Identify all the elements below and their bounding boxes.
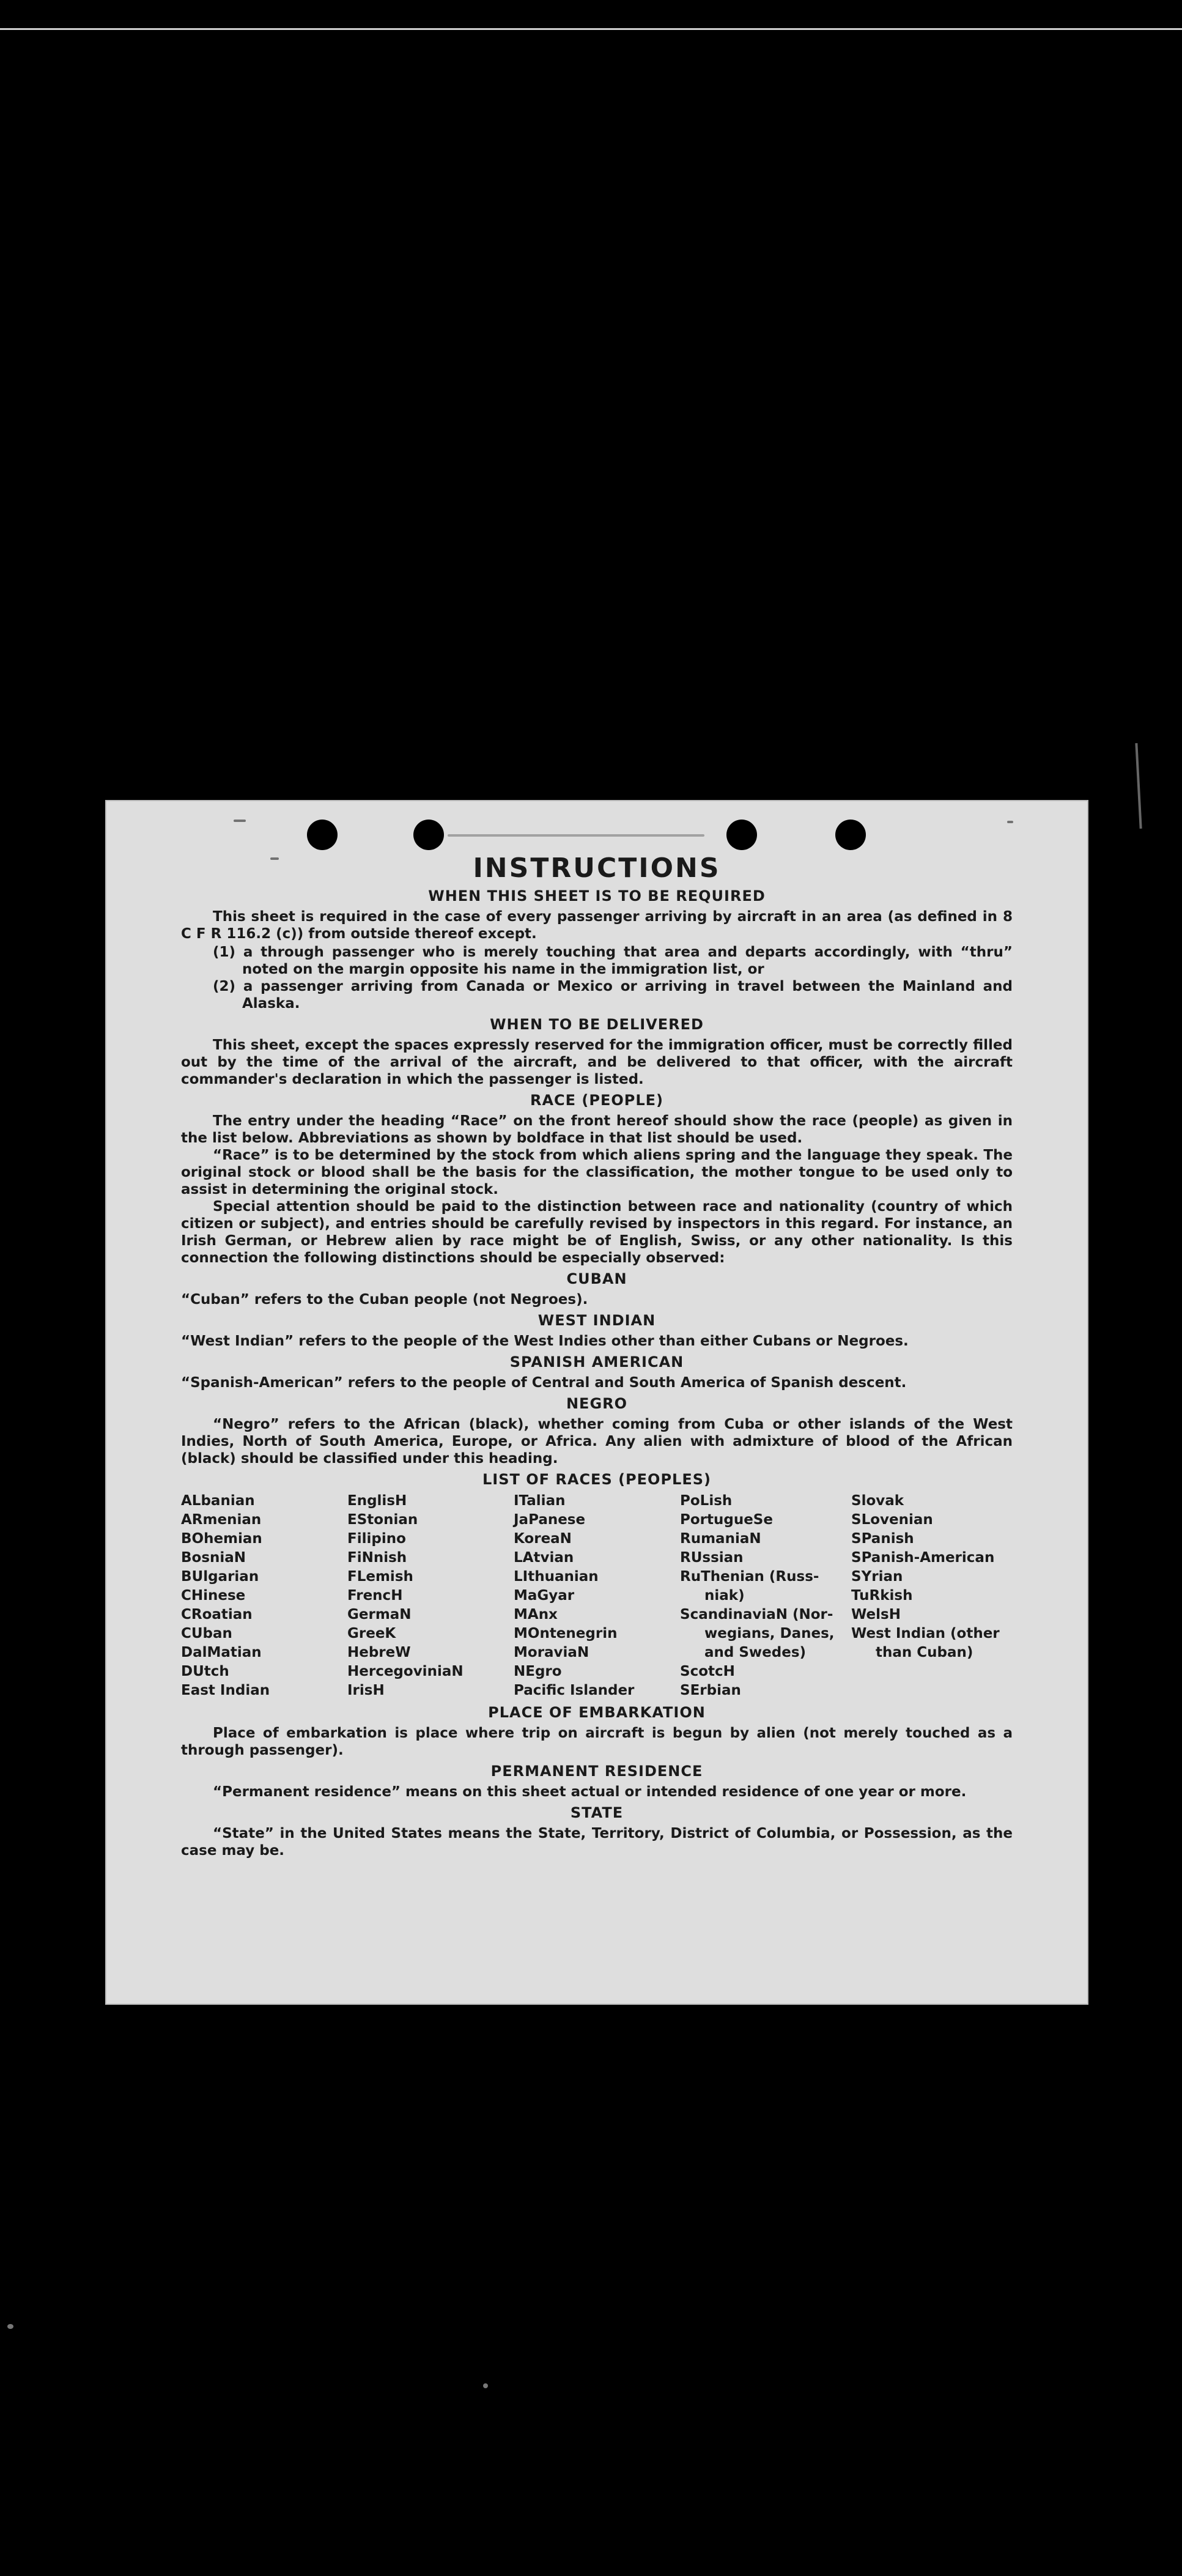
race-item: niak) [704, 1588, 745, 1604]
race-item: and Swedes) [704, 1645, 807, 1660]
west-indian-text: “West Indian” refers to the people of the West Indies other than either Cubans or Negroes. [181, 1333, 909, 1349]
race-item: East Indian [181, 1682, 270, 1698]
scanner-top-line [0, 28, 1182, 30]
race-item: ScandinaviaN (Nor- [680, 1607, 833, 1623]
race-item: West Indian (other [851, 1626, 1000, 1641]
heading-when-delivered: WHEN TO BE DELIVERED [490, 1016, 704, 1033]
heading-when-required: WHEN THIS SHEET IS TO BE REQUIRED [428, 887, 766, 905]
race-item: SErbian [680, 1682, 741, 1698]
permanent-residence-text: “Permanent residence” means on this sheet actual or intended residence of one year or more. [213, 1784, 967, 1800]
race-item: MAnx [514, 1607, 558, 1623]
embarkation-text: Place of embarkation is place where trip on aircraft is begun by alien (not merely touched as a through passenger). [181, 1725, 1013, 1758]
race-item: LAtvian [514, 1550, 574, 1566]
smudge [1007, 821, 1013, 823]
race-item: RuThenian (Russ- [680, 1569, 819, 1585]
race-item: FrencH [347, 1588, 403, 1604]
race-list [181, 1492, 1013, 1700]
exception-list [181, 944, 1013, 1012]
race-item: ITalian [514, 1493, 566, 1509]
scan-dust-mark [7, 2324, 13, 2329]
state-text: “State” in the United States means the State, Territory, District of Columbia, or Possession, as the case may be. [181, 1826, 1013, 1859]
heading-embarkation: PLACE OF EMBARKATION [488, 1704, 706, 1721]
race-item: CHinese [181, 1588, 246, 1604]
punch-hole [726, 820, 757, 850]
race-item: Slovak [851, 1493, 904, 1509]
race-item: KoreaN [514, 1531, 572, 1547]
race-item: BosniaN [181, 1550, 246, 1566]
race-item: TuRkish [851, 1588, 913, 1604]
race-item: SLovenian [851, 1512, 933, 1528]
exception-item: (2) a passenger arriving from Canada or Mexico or arriving in travel between the Mainland and Alaska. [213, 979, 1013, 1012]
race-item: than Cuban) [876, 1645, 973, 1660]
race-item: LIthuanian [514, 1569, 599, 1585]
race-item: PoLish [680, 1493, 733, 1509]
race-paragraph-2: “Race” is to be determined by the stock from which aliens spring and the language they speak. The original stock or blood shall be the basis for the classification, the mother tongue to be used only to assist in determining the original stock. [181, 1147, 1013, 1197]
race-item: FiNnish [347, 1550, 407, 1566]
race-column-1 [181, 1492, 347, 1700]
race-item: RumaniaN [680, 1531, 761, 1547]
scan-edge-mark [1135, 743, 1142, 829]
race-item: ALbanian [181, 1493, 255, 1509]
race-item: CUban [181, 1626, 232, 1641]
punch-hole [307, 820, 338, 850]
race-paragraph-3: Special attention should be paid to the distinction between race and nationality (country of which citizen or subject), and entries should be carefully revised by inspectors in this regard. For instance, an Irish German, or Hebrew alien by race might be of English, Swiss, or any other nationality. Is this connection the following distinctions should be especially observed: [181, 1199, 1013, 1266]
smudge [270, 857, 279, 860]
race-item: MaGyar [514, 1588, 575, 1604]
heading-state: STATE [570, 1804, 624, 1821]
punch-hole [413, 820, 444, 850]
race-item: ARmenian [181, 1512, 262, 1528]
page-title: INSTRUCTIONS [473, 853, 721, 884]
race-column-3 [514, 1492, 680, 1700]
when-delivered-text: This sheet, except the spaces expressly reserved for the immigration officer, must be correctly filled out by the time of the arrival of the aircraft, and be delivered to that officer, with the aircraft commander's declaration in which the passenger is listed. [181, 1037, 1013, 1087]
race-item: SYrian [851, 1569, 903, 1585]
race-item: EnglisH [347, 1493, 407, 1509]
heading-west-indian: WEST INDIAN [537, 1312, 656, 1329]
race-item: DalMatian [181, 1645, 262, 1660]
race-item: PortugueSe [680, 1512, 773, 1528]
race-item: HercegoviniaN [347, 1664, 464, 1679]
exception-item: (1) a through passenger who is merely touching that area and departs accordingly, with “thru” noted on the margin opposite his name in the immigration list, or [213, 944, 1013, 977]
race-item: RUssian [680, 1550, 744, 1566]
race-item: IrisH [347, 1682, 385, 1698]
heading-list-of-races: LIST OF RACES (PEOPLES) [482, 1471, 711, 1488]
race-column-5 [851, 1492, 1010, 1700]
race-item: GreeK [347, 1626, 396, 1641]
punch-hole [835, 820, 866, 850]
spanish-american-text: “Spanish-American” refers to the people of Central and South America of Spanish descent. [181, 1375, 907, 1391]
cuban-text: “Cuban” refers to the Cuban people (not Negroes). [181, 1292, 588, 1308]
race-item: FLemish [347, 1569, 413, 1585]
heading-negro: NEGRO [566, 1395, 628, 1412]
race-item: SPanish [851, 1531, 914, 1547]
race-item: DUtch [181, 1664, 229, 1679]
race-item: CRoatian [181, 1607, 253, 1623]
race-item: JaPanese [514, 1512, 586, 1528]
race-item: wegians, Danes, [704, 1626, 835, 1641]
heading-permanent-residence: PERMANENT RESIDENCE [490, 1763, 703, 1780]
smudge [234, 820, 246, 822]
race-item: NEgro [514, 1664, 562, 1679]
heading-spanish-american: SPANISH AMERICAN [509, 1353, 684, 1371]
race-column-4 [680, 1492, 851, 1700]
race-item: BOhemian [181, 1531, 262, 1547]
race-item: GermaN [347, 1607, 412, 1623]
negro-text: “Negro” refers to the African (black), whether coming from Cuba or other islands of the West Indies, North of South America, Europe, or Africa. Any alien with admixture of blood of the African (black) should be classified under this heading. [181, 1416, 1013, 1467]
race-item: HebreW [347, 1645, 411, 1660]
instruction-sheet [105, 800, 1088, 2005]
heading-cuban: CUBAN [566, 1270, 627, 1287]
race-item: EStonian [347, 1512, 418, 1528]
heading-race: RACE (PEOPLE) [530, 1092, 664, 1109]
race-item: WelsH [851, 1607, 901, 1623]
race-column-2 [347, 1492, 514, 1700]
when-required-text: This sheet is required in the case of every passenger arriving by aircraft in an area (as defined in 8 C F R 116.2 (c)) from outside thereof except. [181, 909, 1013, 942]
race-item: BUlgarian [181, 1569, 259, 1585]
smudge [448, 834, 704, 837]
race-item: Pacific Islander [514, 1682, 635, 1698]
race-item: MoraviaN [514, 1645, 589, 1660]
race-paragraph-1: The entry under the heading “Race” on the front hereof should show the race (people) as given in the list below. Abbreviations as shown by boldface in that list should be used. [181, 1113, 1013, 1146]
race-item: ScotcH [680, 1664, 735, 1679]
race-item: Filipino [347, 1531, 406, 1547]
race-item: MOntenegrin [514, 1626, 618, 1641]
race-item: SPanish-American [851, 1550, 995, 1566]
scan-dust-mark [483, 2383, 488, 2388]
